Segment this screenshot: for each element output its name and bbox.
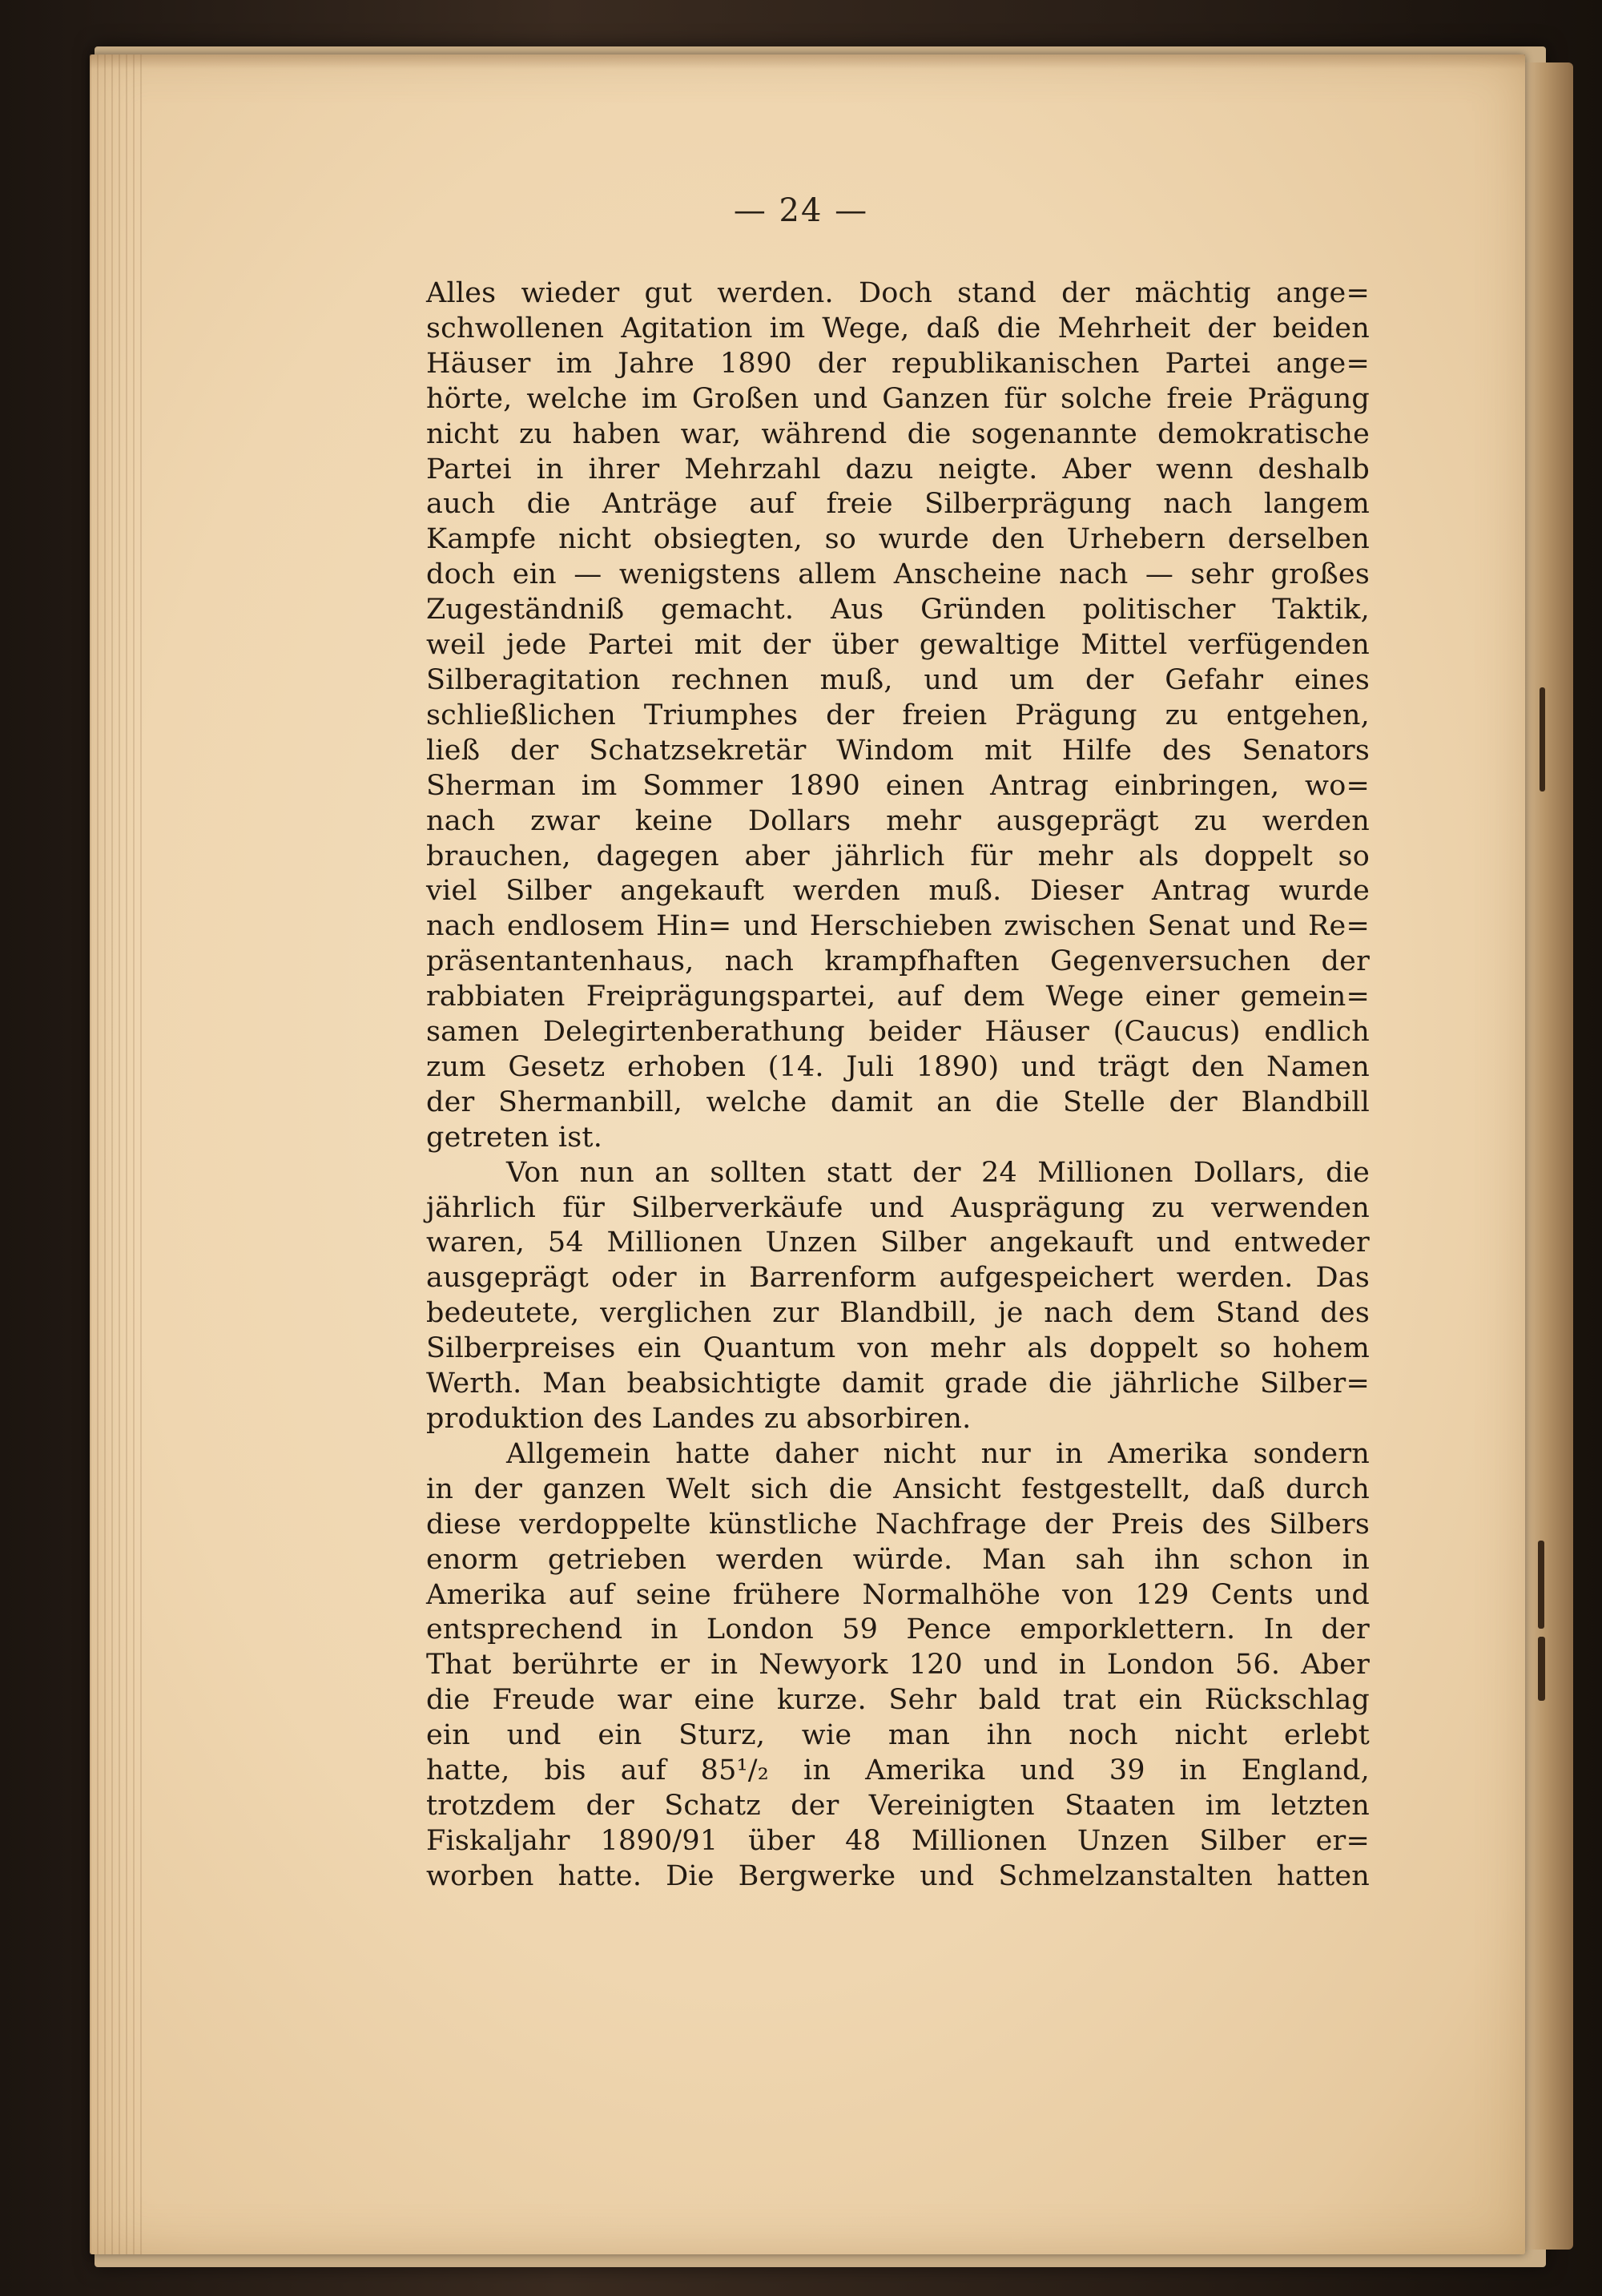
text-line: viel Silber angekauft werden muß. Dieser Antrag wurde (426, 875, 1370, 908)
text-line: die Freude war eine kurze. Sehr bald trat ein Rückschlag (426, 1684, 1370, 1717)
text-line: diese verdoppelte künstliche Nachfrage der Preis des Silbers (426, 1508, 1370, 1541)
text-line: entsprechend in London 59 Pence emporklettern. In der (426, 1613, 1370, 1646)
text-line: schließlichen Triumphes der freien Prägung zu entgehen, (426, 699, 1370, 731)
text-line: Allgemein hatte daher nicht nur in Amerika sondern (506, 1437, 1370, 1470)
page-top-edge (90, 54, 1525, 69)
text-line: ein und ein Sturz, wie man ihn noch nicht erlebt (426, 1719, 1370, 1752)
text-line: in der ganzen Welt sich die Ansicht festgestellt, daß durch (426, 1472, 1370, 1505)
text-line: auch die Anträge auf freie Silberprägung nach langem (426, 488, 1370, 521)
text-line: Alles wieder gut werden. Doch stand der mächtig ange= (426, 277, 1370, 309)
text-line: ausgeprägt oder in Barrenform aufgespeichert werden. Das (426, 1262, 1370, 1295)
text-line: hatte, bis auf 85¹/₂ in Amerika und 39 in England, (426, 1754, 1370, 1787)
text-line: nach zwar keine Dollars mehr ausgeprägt zu werden (426, 804, 1370, 837)
text-line: Partei in ihrer Mehrzahl dazu neigte. Aber wenn deshalb (426, 453, 1370, 485)
text-line: präsentantenhaus, nach krampfhaften Gegenversuchen der (426, 945, 1370, 978)
text-line: Amerika auf seine frühere Normalhöhe von 129 Cents und (426, 1578, 1370, 1611)
text-line: nach endlosem Hin= und Herschieben zwischen Senat und Re= (426, 910, 1370, 943)
text-line: Silberpreises ein Quantum von mehr als doppelt so hohem (426, 1332, 1370, 1365)
text-line: nicht zu haben war, während die sogenannte demokratische (426, 417, 1370, 450)
text-line: jährlich für Silberverkäufe und Ausprägung zu verwenden (426, 1191, 1370, 1224)
text-line: Von nun an sollten statt der 24 Millionen Dollars, die (506, 1156, 1370, 1189)
text-line: enorm getrieben werden würde. Man sah ihn schon in (426, 1543, 1370, 1576)
text-line: Zugeständniß gemacht. Aus Gründen politischer Taktik, (426, 594, 1370, 626)
binding-mark (1538, 1637, 1545, 1701)
text-line: der Shermanbill, welche damit an die Stelle der Blandbill (426, 1086, 1370, 1118)
text-line: samen Delegirtenberathung beider Häuser (Caucus) endlich (426, 1016, 1370, 1049)
text-line: Silberagitation rechnen muß, und um der Gefahr eines (426, 663, 1370, 696)
text-line: ließ der Schatzsekretär Windom mit Hilfe des Senators (426, 734, 1370, 767)
binding-mark (1538, 1541, 1544, 1629)
text-line: Kampfe nicht obsiegten, so wurde den Urhebern derselben (426, 523, 1370, 556)
page-number: — 24 — (733, 192, 869, 229)
page-stack-edge (1525, 62, 1573, 2250)
page-left-edge (90, 54, 146, 2254)
text-line: Werth. Man beabsichtigte damit grade die jährliche Silber= (426, 1368, 1370, 1400)
text-line: weil jede Partei mit der über gewaltige Mittel verfügenden (426, 629, 1370, 662)
text-line: getreten ist. (426, 1121, 603, 1154)
text-line: hörte, welche im Großen und Ganzen für solche freie Prägung (426, 382, 1370, 415)
text-line: Sherman im Sommer 1890 einen Antrag einbringen, wo= (426, 769, 1370, 802)
text-line: That berührte er in Newyork 120 und in London 56. Aber (426, 1649, 1370, 1682)
text-line: worben hatte. Die Bergwerke und Schmelzanstalten hatten (426, 1859, 1370, 1892)
text-line: Fiskaljahr 1890/91 über 48 Millionen Unzen Silber er= (426, 1824, 1370, 1857)
body-text (426, 276, 1370, 1895)
text-line: trotzdem der Schatz der Vereinigten Staaten im letzten (426, 1789, 1370, 1822)
text-line: bedeutete, verglichen zur Blandbill, je nach dem Stand des (426, 1297, 1370, 1330)
text-line: schwollenen Agitation im Wege, daß die Mehrheit der beiden (426, 312, 1370, 344)
text-line: doch ein — wenigstens allem Anscheine nach — sehr großes (426, 558, 1370, 591)
binding-mark (1540, 687, 1545, 792)
text-line: waren, 54 Millionen Unzen Silber angekauft und entweder (426, 1227, 1370, 1259)
text-line: produktion des Landes zu absorbiren. (426, 1403, 972, 1435)
text-line: Häuser im Jahre 1890 der republikanischen Partei ange= (426, 347, 1370, 380)
text-line: rabbiaten Freiprägungspartei, auf dem Wege einer gemein= (426, 981, 1370, 1013)
text-line: zum Gesetz erhoben (14. Juli 1890) und trägt den Namen (426, 1050, 1370, 1083)
text-line: brauchen, dagegen aber jährlich für mehr als doppelt so (426, 840, 1370, 872)
